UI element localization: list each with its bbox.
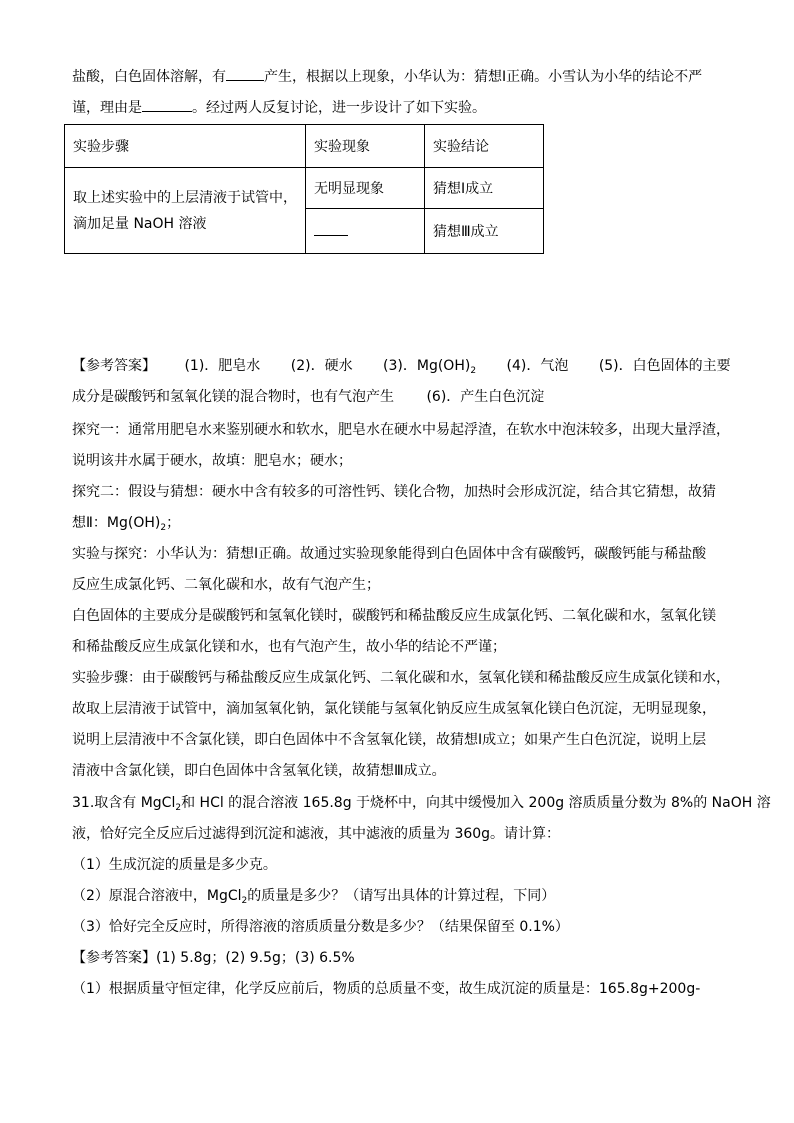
experiment-table — [64, 124, 544, 254]
explanation-line: 探究二：假设与猜想：硬水中含有较多的可溶性钙、镁化合物，加热时会形成沉淀，结合其它猜想，故猜 — [72, 484, 716, 500]
intro-text: 产生，根据以上现象，小华认为：猜想Ⅰ正确。小雪认为小华的结论不严 — [264, 69, 703, 85]
solution-line: （1）根据质量守恒定律，化学反应前后，物质的总质量不变，故生成沉淀的质量是：165.8g+200g- — [72, 981, 701, 997]
explanation-line: 清液中含氯化镁，即白色固体中含氢氧化镁，故猜想Ⅲ成立。 — [72, 763, 446, 779]
explanation-line: 反应生成氯化钙、二氧化碳和水，故有气泡产生； — [72, 577, 380, 593]
intro-line-2 — [72, 97, 732, 118]
answer-item: (4)．气泡 — [506, 358, 569, 374]
table-header-cell: 实验步骤 — [65, 125, 306, 168]
table-header-cell: 实验结论 — [425, 125, 544, 168]
phenomenon-cell: 无明显现象 — [306, 168, 425, 209]
sub-question: （1）生成沉淀的质量是多少克。 — [72, 857, 277, 873]
intro-line-1 — [72, 66, 732, 87]
answer-item: (6)．产生白色沉淀 — [426, 389, 545, 405]
intro-text: 谨，理由是 — [72, 100, 142, 116]
fill-blank — [226, 66, 264, 81]
explanation-line: 探究一：通常用肥皂水来鉴别硬水和软水，肥皂水在硬水中易起浮渣，在软水中泡沫较多，出现大量浮渣， — [72, 422, 730, 438]
question-31-line: 31.取含有 MgCl$_2$和 HCl 的混合溶液 165.8g 于烧杯中，向其中缓慢加入 200g 溶质质量分数为 8%的 NaOH 溶 — [72, 795, 771, 813]
conclusion-cell: 猜想Ⅰ成立 — [425, 168, 544, 209]
question-31-line: 液，恰好完全反应后过滤得到沉淀和滤液，其中滤液的质量为 360g。请计算： — [72, 826, 561, 842]
answer-label: 【参考答案】 — [72, 358, 156, 374]
answer-line — [72, 948, 732, 968]
fill-blank — [314, 223, 348, 236]
answer-item: (5)．白色固体的主要 — [598, 358, 731, 374]
sub-question: （2）原混合溶液中，MgCl$_2$的质量是多少？（请写出具体的计算过程，下同） — [72, 888, 556, 906]
explanation-line: 白色固体的主要成分是碳酸钙和氢氧化镁时，碳酸钙和稀盐酸反应生成氯化钙、二氧化碳和水，氢氧化镁 — [72, 608, 716, 624]
fill-blank — [142, 97, 192, 112]
explanation-line: 说明上层清液中不含氯化镁，即白色固体中不含氢氧化镁，故猜想Ⅰ成立；如果产生白色沉淀，说明上层 — [72, 732, 707, 748]
explanation-line: 故取上层清液于试管中，滴加氢氧化钠，氯化镁能与氢氧化钠反应生成氢氧化镁白色沉淀，无明显现象， — [72, 701, 716, 717]
explanation-line: 想Ⅱ：$Mg(OH)_2$； — [72, 515, 181, 533]
phenomenon-cell — [306, 209, 425, 254]
step-text: 滴加足量 NaOH 溶液 — [73, 215, 207, 232]
explanation-line: 和稀盐酸反应生成氯化镁和水，也有气泡产生，故小华的结论不严谨； — [72, 639, 506, 655]
answer-text: 成分是碳酸钙和氢氧化镁的混合物时，也有气泡产生 — [72, 389, 394, 405]
answer-label: 【参考答案】 — [72, 950, 156, 966]
table-row — [65, 168, 544, 209]
explanation-line: 说明该井水属于硬水，故填：肥皂水；硬水； — [72, 453, 352, 469]
step-cell — [65, 168, 306, 254]
conclusion-cell: 猜想Ⅲ成立 — [425, 209, 544, 254]
intro-text: 盐酸，白色固体溶解，有 — [72, 69, 226, 85]
answer-line-1 — [72, 356, 731, 381]
answer-line-2 — [72, 387, 544, 407]
answer-item: (3)．Mg(OH)2 — [383, 358, 477, 376]
intro-text: 。经过两人反复讨论，进一步设计了如下实验。 — [192, 100, 486, 116]
answer-item: (2)．硬水 — [290, 358, 353, 374]
explanation-line: 实验与探究：小华认为：猜想Ⅰ正确。故通过实验现象能得到白色固体中含有碳酸钙，碳酸钙能与稀盐酸 — [72, 546, 707, 562]
answer-item: (1)．肥皂水 — [184, 358, 261, 374]
table-header-row — [65, 125, 544, 168]
sub-question: （3）恰好完全反应时，所得溶液的溶质质量分数是多少？（结果保留至 0.1%） — [72, 919, 569, 935]
table-header-cell: 实验现象 — [306, 125, 425, 168]
explanation-line: 实验步骤：由于碳酸钙与稀盐酸反应生成氯化钙、二氧化碳和水，氢氧化镁和稀盐酸反应生成氯化镁和水， — [72, 670, 730, 686]
answer-text: (1) 5.8g；(2) 9.5g；(3) 6.5% — [156, 950, 355, 966]
step-text: 取上述实验中的上层清液于试管中， — [73, 189, 297, 206]
